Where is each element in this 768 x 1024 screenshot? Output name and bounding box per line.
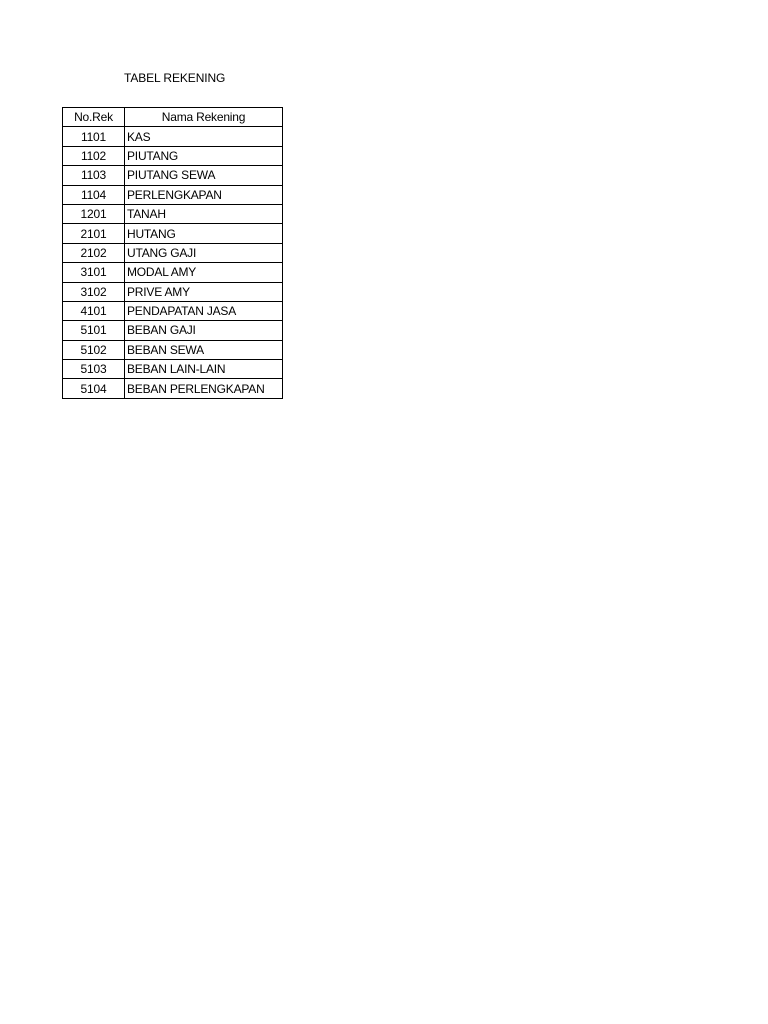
account-name-cell: BEBAN PERLENGKAPAN: [125, 379, 283, 398]
column-header-nama-rekening: Nama Rekening: [125, 108, 283, 127]
account-table: [62, 107, 283, 399]
table-row: [63, 379, 283, 398]
account-name-cell: PERLENGKAPAN: [125, 185, 283, 204]
account-name-cell: PIUTANG SEWA: [125, 166, 283, 185]
account-name-cell: KAS: [125, 127, 283, 146]
account-number-cell: 5101: [63, 321, 125, 340]
account-name-cell: UTANG GAJI: [125, 243, 283, 262]
table-row: [63, 166, 283, 185]
account-number-cell: 3101: [63, 263, 125, 282]
account-number-cell: 1104: [63, 185, 125, 204]
table-row: [63, 321, 283, 340]
account-name-cell: BEBAN SEWA: [125, 340, 283, 359]
account-name-cell: BEBAN LAIN-LAIN: [125, 360, 283, 379]
table-header-row: [63, 108, 283, 127]
account-name-cell: PRIVE AMY: [125, 282, 283, 301]
column-header-no-rek: No.Rek: [63, 108, 125, 127]
account-name-cell: TANAH: [125, 204, 283, 223]
account-number-cell: 1201: [63, 204, 125, 223]
table-row: [63, 301, 283, 320]
account-number-cell: 3102: [63, 282, 125, 301]
account-number-cell: 2102: [63, 243, 125, 262]
account-number-cell: 1101: [63, 127, 125, 146]
account-number-cell: 5103: [63, 360, 125, 379]
account-number-cell: 1103: [63, 166, 125, 185]
table-row: [63, 224, 283, 243]
table-row: [63, 243, 283, 262]
table-row: [63, 127, 283, 146]
account-name-cell: PIUTANG: [125, 146, 283, 165]
table-row: [63, 204, 283, 223]
account-number-cell: 2101: [63, 224, 125, 243]
account-number-cell: 1102: [63, 146, 125, 165]
account-name-cell: BEBAN GAJI: [125, 321, 283, 340]
account-number-cell: 5102: [63, 340, 125, 359]
page-title: TABEL REKENING: [124, 71, 226, 85]
account-name-cell: MODAL AMY: [125, 263, 283, 282]
account-name-cell: PENDAPATAN JASA: [125, 301, 283, 320]
table-row: [63, 146, 283, 165]
account-name-cell: HUTANG: [125, 224, 283, 243]
table-row: [63, 282, 283, 301]
account-number-cell: 5104: [63, 379, 125, 398]
table-row: [63, 263, 283, 282]
table-row: [63, 185, 283, 204]
account-number-cell: 4101: [63, 301, 125, 320]
table-row: [63, 360, 283, 379]
table-row: [63, 340, 283, 359]
